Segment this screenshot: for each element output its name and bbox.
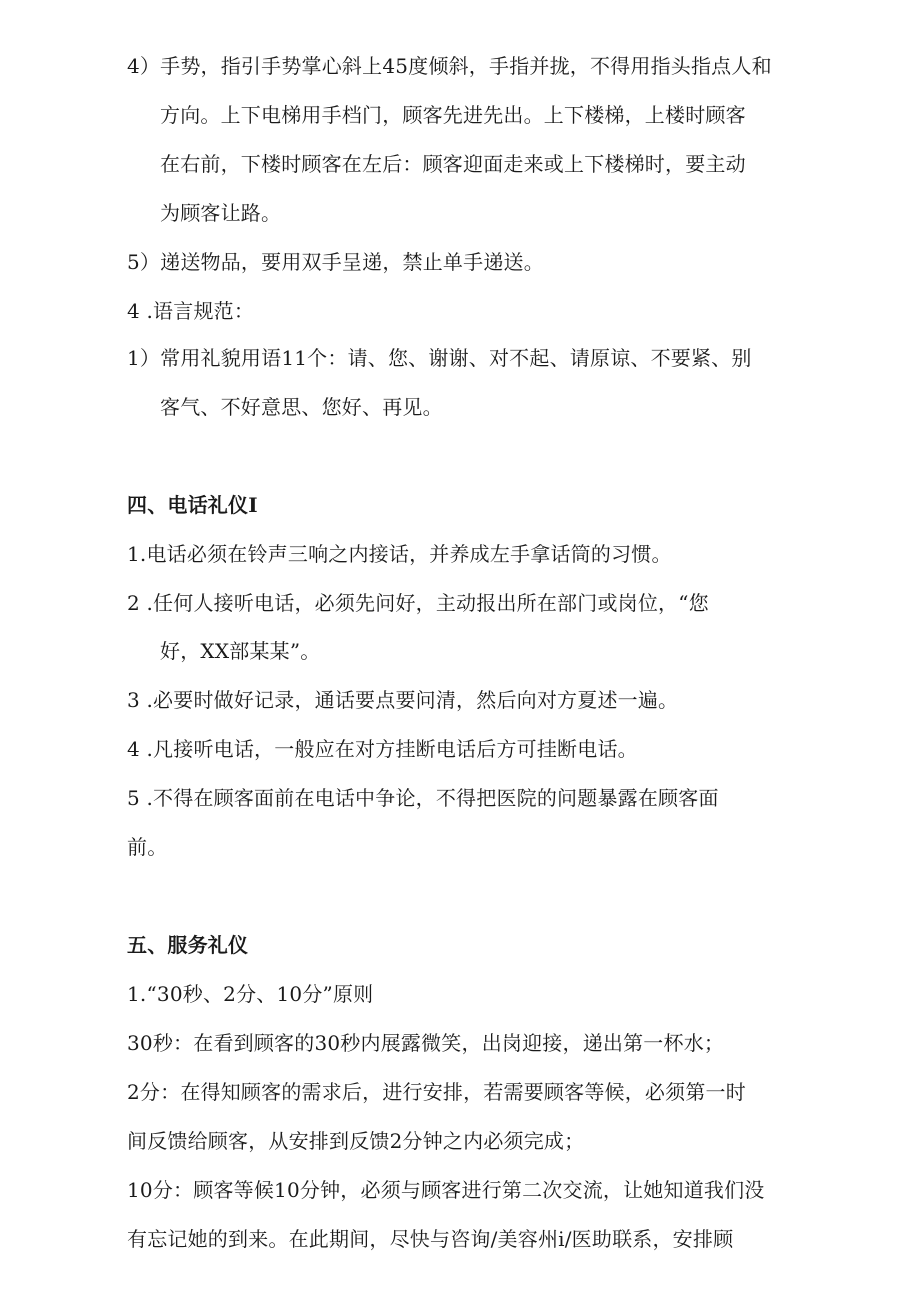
text-line: 1）常用礼貌用语11个：请、您、谢谢、对不起、请原谅、不要紧、别 xyxy=(127,346,752,370)
section-heading: 五、服务礼仪 xyxy=(127,933,249,957)
text-line: 10分：顾客等候10分钟，必须与顾客进行第二次交流，让她知道我们没 xyxy=(127,1178,765,1202)
text-line: 4 .凡接听电话，一般应在对方挂断电话后方可挂断电话。 xyxy=(127,737,638,761)
text-line: 1.“30秒、2分、10分”原则 xyxy=(127,982,374,1006)
text-line: 2分：在得知顾客的需求后，进行安排，若需要顾客等候，必须第一时 xyxy=(127,1080,746,1104)
text-line: 间反馈给顾客，从安排到反馈2分钟之内必须完成； xyxy=(127,1129,585,1153)
text-line: 客气、不好意思、您好、再见。 xyxy=(160,395,443,419)
text-line: 5）递送物品，要用双手呈递，禁止单手递送。 xyxy=(127,250,544,274)
text-line: 5 .不得在顾客面前在电话中争论，不得把医院的问题暴露在顾客面 xyxy=(127,786,719,810)
section-heading: 四、电话礼仪I xyxy=(127,493,258,517)
text-line: 2 .任何人接听电话，必须先问好，主动报出所在部门或岗位，“您 xyxy=(127,591,709,615)
text-line: 好，XX部某某”。 xyxy=(160,639,321,663)
section-subheading: 4 .语言规范： xyxy=(127,299,255,323)
text-line: 1.电话必须在铃声三响之内接话，并养成左手拿话筒的习惯。 xyxy=(127,542,672,566)
text-line: 在右前，下楼时顾客在左后：顾客迎面走来或上下楼梯时，要主动 xyxy=(160,152,746,176)
text-line: 方向。上下电梯用手档门，顾客先进先出。上下楼梯，上楼时顾客 xyxy=(160,103,746,127)
text-line: 前。 xyxy=(127,835,168,859)
text-line: 30秒：在看到顾客的30秒内展露微笑，出岗迎接，递出第一杯水； xyxy=(127,1031,725,1055)
text-line: 4）手势，指引手势掌心斜上45度倾斜，手指并拢，不得用指头指点人和 xyxy=(127,54,772,78)
text-line: 有忘记她的到来。在此期间，尽快与咨询/美容州i/医助联系，安排顾 xyxy=(127,1227,734,1251)
text-line: 3 .必要时做好记录，通话要点要问清，然后向对方夏述一遍。 xyxy=(127,688,679,712)
text-line: 为顾客让路。 xyxy=(160,201,282,225)
